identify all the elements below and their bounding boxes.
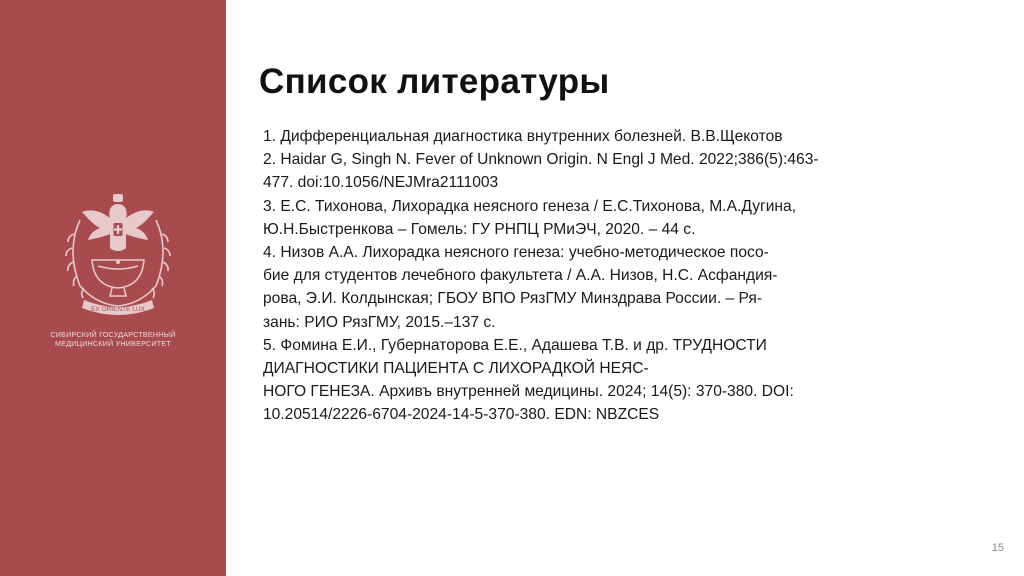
reference-line: 5. Фомина Е.И., Губернаторова Е.Е., Адашева Т.В. и др. ТРУДНОСТИ <box>263 336 767 354</box>
sidebar <box>0 0 226 576</box>
reference-line: 1. Дифференциальная диагностика внутренних болезней. В.В.Щекотов <box>263 128 783 145</box>
reference-line: НОГО ГЕНЕЗА. Архивъ внутренней медицины. 2024; 14(5): 370-380. DOI: <box>263 383 794 401</box>
reference-line: 4. Низов А.А. Лихорадка неясного генеза: учебно-методическое посо- <box>263 244 769 262</box>
university-name <box>50 330 176 348</box>
reference-line: рова, Э.И. Колдынская; ГБОУ ВПО РязГМУ Минздрава России. – Ря- <box>263 290 763 308</box>
university-name-line: СИБИРСКИЙ ГОСУДАРСТВЕННЫЙ <box>50 330 176 339</box>
reference-line: Ю.Н.Быстренкова – Гомель: ГУ РНПЦ РМиЭЧ, 2020. – 44 с. <box>263 220 696 238</box>
reference-line: ДИАГНОСТИКИ ПАЦИЕНТА С ЛИХОРАДКОЙ НЕЯС- <box>263 360 649 378</box>
university-name-line: МЕДИЦИНСКИЙ УНИВЕРСИТЕТ <box>55 339 171 348</box>
reference-line: 477. doi:10.1056/NEJMra2111003 <box>263 174 499 192</box>
reference-line: 2. Haidar G, Singh N. Fever of Unknown Origin. N Engl J Med. 2022;386(5):463- <box>263 151 819 169</box>
page-number: 15 <box>991 542 1004 554</box>
reference-list <box>263 125 883 427</box>
reference-line: зань: РИО РязГМУ, 2015.–137 с. <box>263 313 496 331</box>
slide-title: Список литературы <box>259 62 610 101</box>
reference-line: 10.20514/2226-6704-2024-14-5-370-380. EDN: NBZCES <box>263 406 660 424</box>
reference-line: 3. Е.С. Тихонова, Лихорадка неясного генеза / Е.С.Тихонова, М.А.Дугина, <box>263 197 797 215</box>
svg-text:EX ORIENTE LUX: EX ORIENTE LUX <box>91 306 145 313</box>
reference-line: бие для студентов лечебного факультета / А.А. Низов, Н.С. Асфандия- <box>263 267 778 285</box>
university-emblem-icon <box>58 190 178 320</box>
svg-text:1930: 1930 <box>112 290 124 295</box>
